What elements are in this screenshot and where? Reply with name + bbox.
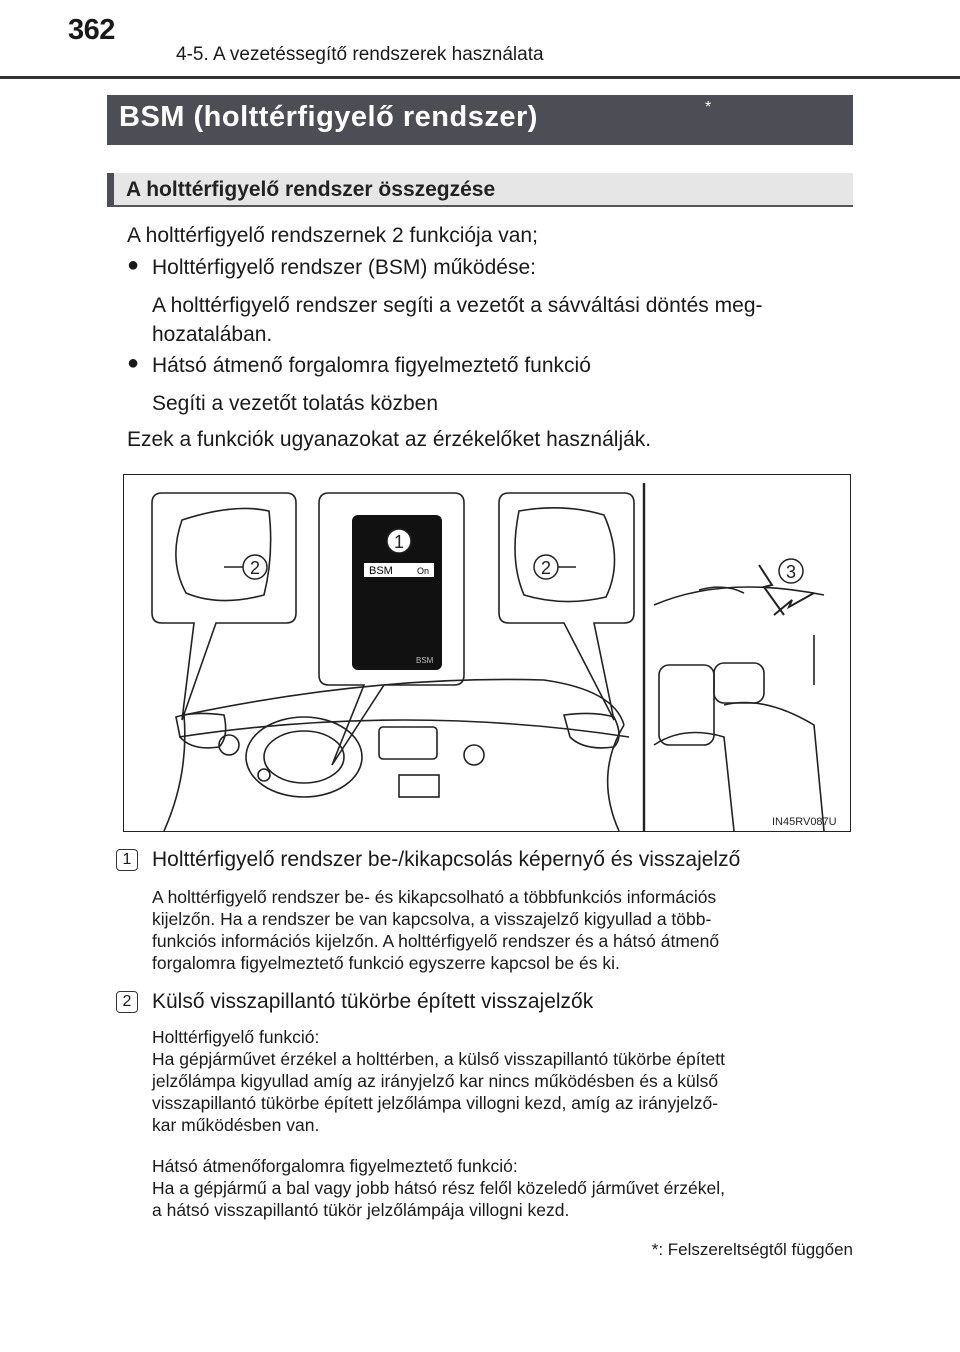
meter-bsm-label: BSM <box>369 565 393 577</box>
meter-footer: BSM <box>416 656 434 665</box>
dash-vent-right <box>464 745 484 765</box>
bullet-2-desc: Segíti a vezetőt tolatás közben <box>152 392 439 415</box>
page-title-bar <box>107 95 853 145</box>
item-2-number: 2 <box>116 991 138 1013</box>
bullet-2-symbol: ● <box>127 352 140 374</box>
a-pillar-right <box>608 725 624 831</box>
item-2-line: visszapillantó tükörbe épített jelzőlámpa villogni kezd, amíg az irányjelző- <box>152 1093 719 1113</box>
subheading-bar <box>107 173 853 207</box>
dashboard-top <box>184 679 624 725</box>
item-2-title: Külső visszapillantó tükörbe épített visszajelzők <box>152 990 594 1013</box>
bullet-1-desc-line1: A holttérfigyelő rendszer segíti a vezetőt a sávváltási döntés meg- <box>152 294 763 317</box>
bullet-1-desc-line2: hozatalában. <box>152 323 273 346</box>
a-pillar-left <box>164 715 185 831</box>
page-number: 362 <box>68 14 115 46</box>
right-mirror-callout <box>499 493 634 720</box>
center-console <box>399 775 439 797</box>
dash-vent-left <box>219 735 239 755</box>
item-1-title: Holttérfigyelő rendszer be-/kikapcsolás képernyő és visszajelző <box>152 848 741 871</box>
header-rule <box>0 76 960 79</box>
seat-right <box>724 703 824 832</box>
item-1-line: funkciós információs kijelzőn. A holttérfigyelő rendszer és a hátsó átmenő <box>152 931 720 951</box>
item-2-line: Hátsó átmenőforgalomra figyelmeztető funkció: <box>152 1156 518 1176</box>
item-1-line: A holttérfigyelő rendszer be- és kikapcsolható a többfunkciós információs <box>152 887 717 907</box>
steering-hub <box>264 731 344 783</box>
seat-left <box>654 733 734 832</box>
item-2-line: Holttérfigyelő funkció: <box>152 1027 320 1047</box>
buzzer-sound-2 <box>774 593 814 615</box>
dashboard-line <box>179 720 629 737</box>
item-2-text-a <box>152 1026 842 1136</box>
callout-1-text: 1 <box>394 532 405 552</box>
item-1-line: forgalomra figyelmeztető funkció egyszerre kapcsol be és ki. <box>152 953 620 973</box>
item-2-line: jelzőlámpa kigyullad amíg az irányjelző kar nincs működésben és a külső <box>152 1071 719 1091</box>
bullet-1-title: Holttérfigyelő rendszer (BSM) működése: <box>152 256 536 279</box>
figure-code: IN45RV087U <box>772 816 837 828</box>
callout-2-left-text: 2 <box>250 558 261 578</box>
right-side-mirror <box>564 713 619 747</box>
item-1-text <box>152 886 842 974</box>
callout-3-text: 3 <box>786 562 797 582</box>
bullet-2-title: Hátsó átmenő forgalomra figyelmeztető funkció <box>152 354 591 377</box>
title-asterisk: * <box>705 99 712 116</box>
footnote: *: Felszereltségtől függően <box>651 1240 853 1259</box>
item-2-text-b <box>152 1155 842 1221</box>
closing-text: Ezek a funkciók ugyanazokat az érzékelőket használják. <box>127 428 652 451</box>
callout-2-right-text: 2 <box>541 558 552 578</box>
item-2-line: Ha a gépjármű a bal vagy jobb hátsó rész felől közeledő járművet érzékel, <box>152 1178 725 1198</box>
center-display <box>379 727 437 759</box>
bsm-illustration <box>123 474 851 832</box>
meter-bsm-value: On <box>417 566 430 576</box>
right-mirror-outline <box>515 508 615 602</box>
dash-knob-left <box>258 769 270 781</box>
headrest-right <box>714 663 764 703</box>
item-2-line: Ha gépjárművet érzékel a holttérben, a külső visszapillantó tükörbe épített <box>152 1049 725 1069</box>
left-mirror-callout <box>152 493 296 720</box>
left-side-mirror <box>176 713 226 747</box>
item-1-line: kijelzőn. Ha a rendszer be van kapcsolva, a visszajelző kigyullad a több- <box>152 909 712 929</box>
item-1-number: 1 <box>116 849 138 871</box>
bullet-1-symbol: ● <box>127 254 140 276</box>
section-path: 4-5. A vezetéssegítő rendszerek használata <box>176 44 544 65</box>
item-2-line: a hátsó visszapillantó tükör jelzőlámpája villogni kezd. <box>152 1200 570 1220</box>
page-title: BSM (holttérfigyelő rendszer) <box>119 101 538 133</box>
item-2-line: kar működésben van. <box>152 1115 320 1135</box>
bsm-illustration-svg <box>124 475 850 831</box>
subheading: A holttérfigyelő rendszer összegzése <box>126 178 496 201</box>
intro-text: A holttérfigyelő rendszernek 2 funkciója van; <box>127 224 538 247</box>
